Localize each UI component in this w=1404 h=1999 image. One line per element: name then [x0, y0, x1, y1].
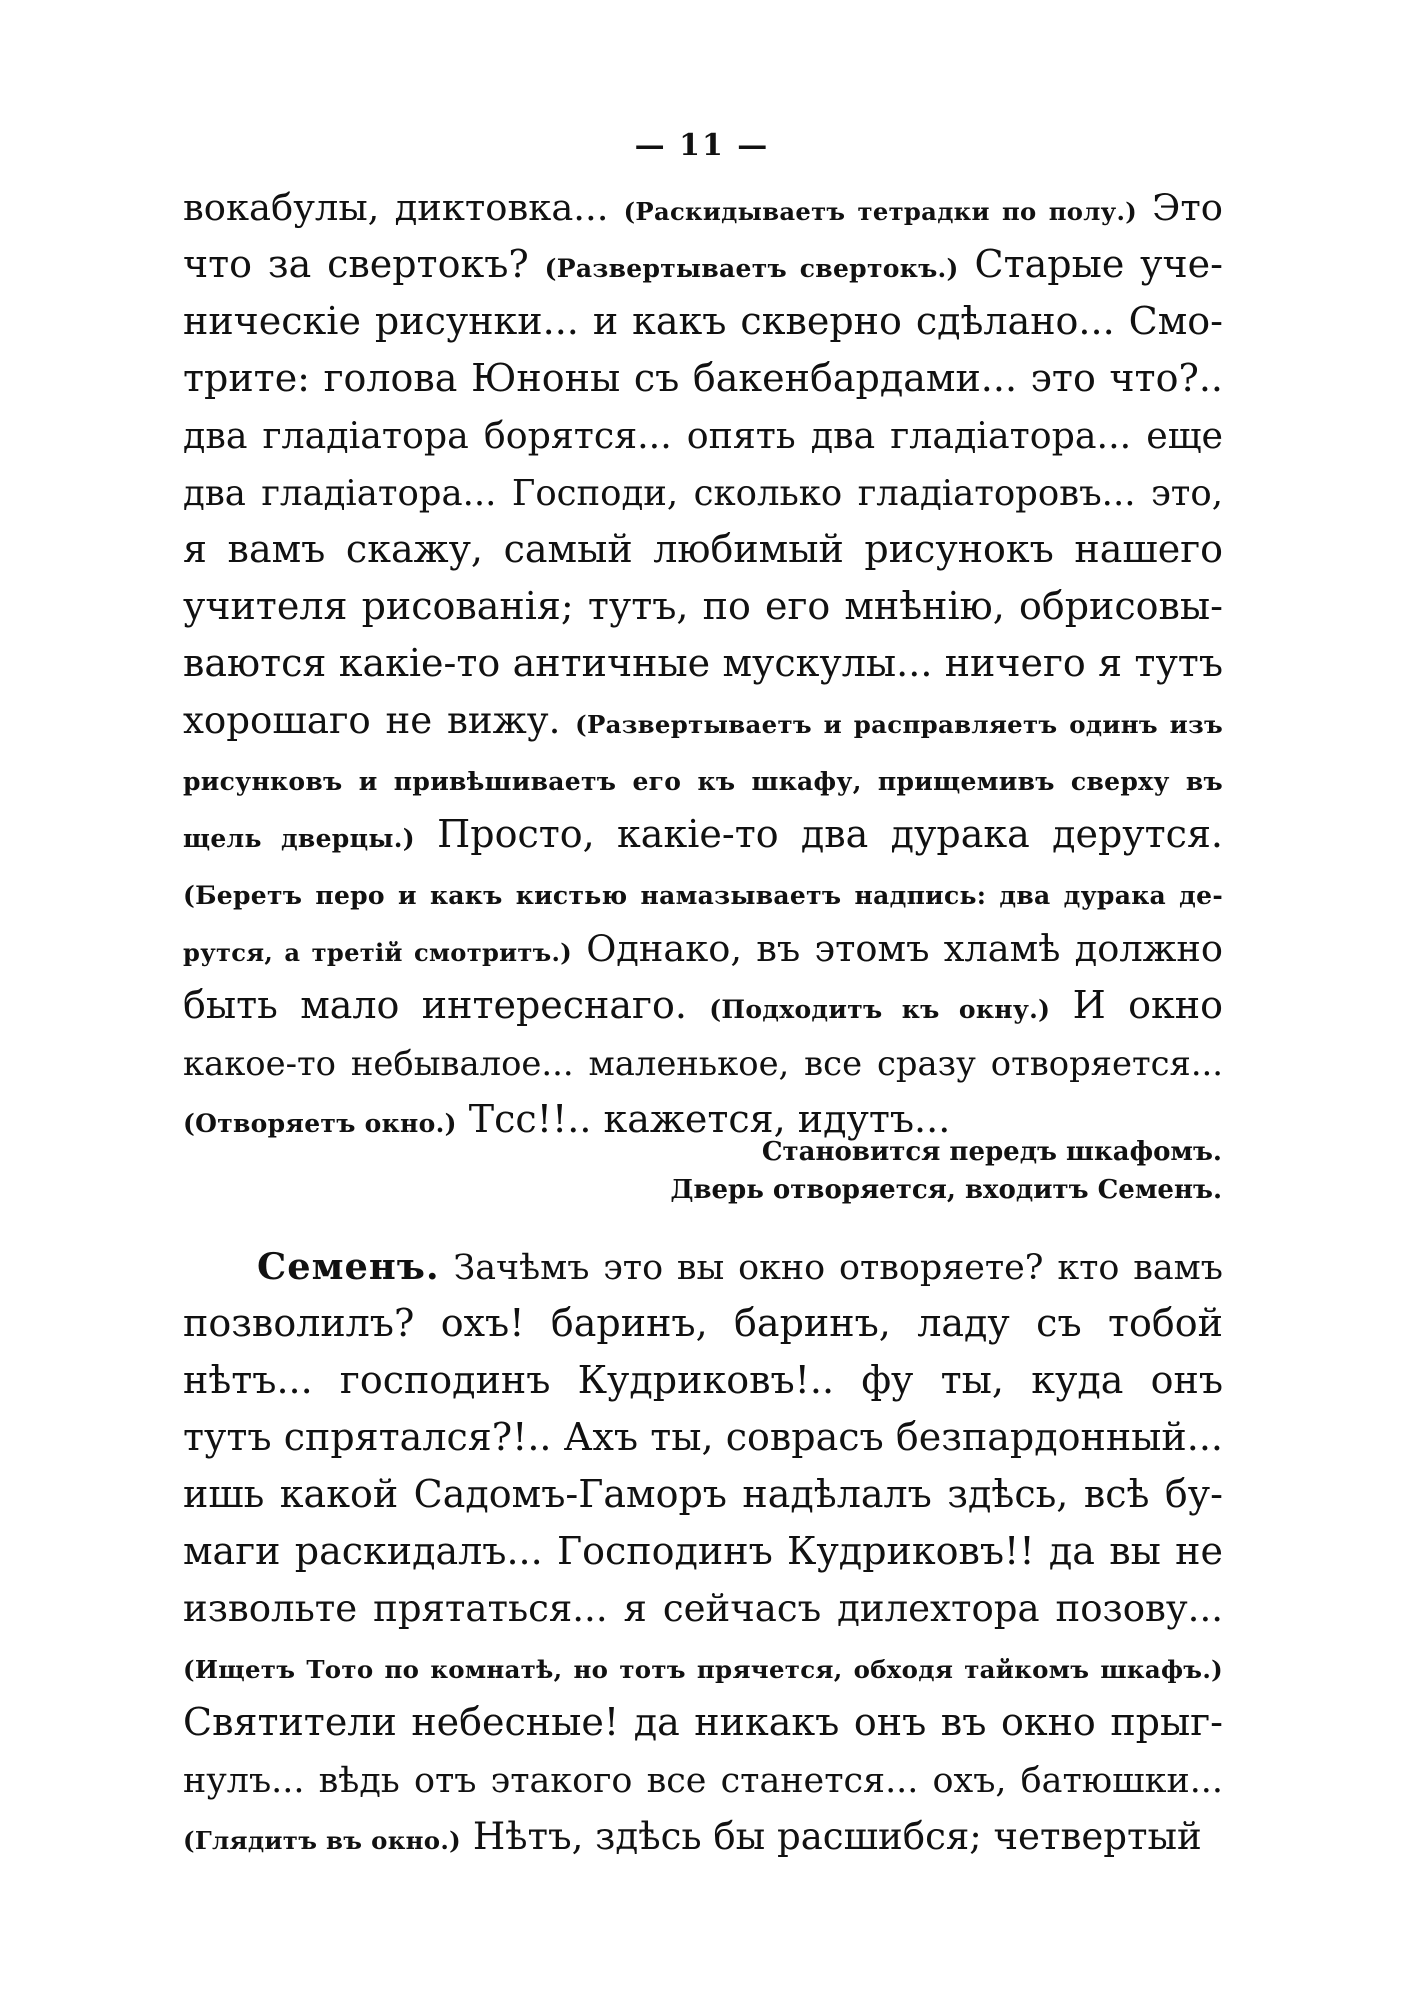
text-line: [183, 236, 1223, 293]
text-line: [183, 920, 1223, 977]
speech-text: что за свертокъ?: [183, 242, 545, 286]
text-line: [183, 977, 1223, 1034]
page-number: — 11 —: [634, 128, 770, 163]
speaker-name: Семенъ.: [257, 1245, 440, 1288]
speech-text: маги раскидалъ... Господинъ Кудриковъ!! да вы не: [183, 1529, 1223, 1573]
paragraph-monologue: [183, 179, 1223, 1148]
speech-text: я вамъ скажу, самый любимый рисунокъ нашего: [183, 527, 1223, 571]
text-line: [183, 1238, 1223, 1295]
speech-text: Это: [1136, 186, 1223, 229]
speech-text: нулъ... вѣдь отъ этакого все станется... охъ, батюшки...: [183, 1761, 1223, 1801]
speech-text: трите: голова Юноны съ бакенбардами... это что?..: [183, 356, 1223, 400]
stage-direction-block: [670, 1133, 1222, 1209]
paragraph-semen-speech: [183, 1238, 1223, 1865]
text-line: [183, 179, 1223, 236]
text-line: [183, 1352, 1223, 1409]
text-line: [183, 578, 1223, 635]
speech-text: Святители небесные! да никакъ онъ въ окно прыг-: [183, 1700, 1223, 1744]
text-line: [183, 1751, 1223, 1808]
stage-direction: рисунковъ и привѣшиваетъ его къ шкафу, прищемивъ сверху въ: [183, 767, 1223, 796]
speech-text: ническіе рисунки... и какъ скверно сдѣлано... Смо-: [183, 299, 1223, 343]
text-line: [183, 1637, 1223, 1694]
speech-text: позволилъ? охъ! баринъ, баринъ, ладу съ тобой: [183, 1301, 1223, 1345]
speech-text: ваются какіе-то античные мускулы... ничего я тутъ: [183, 641, 1223, 685]
speech-text: Зачѣмъ это вы окно отворяете? кто вамъ: [439, 1248, 1223, 1288]
speech-text: Однако, въ этомъ хламѣ должно: [571, 927, 1223, 970]
stage-direction: (Развертываетъ и расправляетъ одинъ изъ: [575, 710, 1223, 739]
speech-text: два гладіатора... Господи, сколько гладіаторовъ... это,: [183, 473, 1223, 514]
text-line: [183, 1580, 1223, 1637]
text-line: [183, 1466, 1223, 1523]
speech-text: нѣтъ... господинъ Кудриковъ!.. фу ты, куда онъ: [183, 1358, 1223, 1402]
speech-text: Нѣтъ, здѣсь бы расшибся; четвертый: [461, 1815, 1202, 1858]
stage-direction: (Ищетъ Тото по комнатѣ, но тотъ прячется, обходя тайкомъ шкафъ.): [183, 1655, 1223, 1684]
speech-text: учителя рисованія; тутъ, по его мнѣнію, обрисовы-: [183, 584, 1223, 628]
text-line: [183, 350, 1223, 407]
speech-text: Просто, какіе-то два дурака дерутся.: [414, 812, 1223, 856]
speech-text: тутъ спрятался?!.. Ахъ ты, соврасъ безпардонный...: [183, 1415, 1223, 1459]
text-line: [183, 521, 1223, 578]
speech-text: извольте прятаться... я сейчасъ дилехтора позову...: [183, 1587, 1223, 1630]
stage-direction: щель дверцы.): [183, 824, 415, 853]
text-line: [183, 293, 1223, 350]
speech-text: Старые уче-: [958, 242, 1223, 286]
text-line: [183, 1409, 1223, 1466]
text-line: [183, 635, 1223, 692]
text-line: [183, 1034, 1223, 1091]
text-line: [183, 749, 1223, 806]
stage-direction-line: Становится передъ шкафомъ.: [761, 1137, 1222, 1167]
speech-text: Тсс!!.. кажется, идутъ...: [456, 1097, 951, 1141]
text-line: [183, 1295, 1223, 1352]
text-line: [183, 1808, 1223, 1865]
text-line: [183, 863, 1223, 920]
text-line: [183, 407, 1223, 464]
stage-direction: (Раскидываетъ тетрадки по полу.): [623, 197, 1137, 226]
speech-text: какое-то небывалое... маленькое, все сразу отворяется...: [183, 1044, 1223, 1083]
stage-direction-line: Дверь отворяется, входитъ Семенъ.: [670, 1175, 1222, 1205]
speech-text: вокабулы, диктовка...: [183, 186, 624, 229]
stage-direction: (Отворяетъ окно.): [183, 1109, 457, 1138]
speech-text: два гладіатора борятся... опять два гладіатора... еще: [183, 414, 1223, 457]
text-line: [183, 1694, 1223, 1751]
text-line: [183, 692, 1223, 749]
stage-direction: (Подходитъ къ окну.): [709, 995, 1051, 1024]
text-line: [183, 464, 1223, 521]
speech-text: ишь какой Садомъ-Гаморъ надѣлалъ здѣсь, всѣ бу-: [183, 1472, 1223, 1516]
stage-direction: (Развертываетъ свертокъ.): [544, 254, 959, 283]
speech-text: И окно: [1050, 983, 1223, 1027]
speech-text: быть мало интереснаго.: [183, 983, 710, 1027]
text-line: [183, 1523, 1223, 1580]
stage-direction: (Беретъ перо и какъ кистью намазываетъ надпись: два дурака де-: [183, 881, 1223, 910]
stage-direction: (Глядитъ въ окно.): [183, 1826, 462, 1855]
text-line: [183, 806, 1223, 863]
stage-direction: рутся, а третій смотритъ.): [183, 938, 572, 967]
speech-text: хорошаго не вижу.: [183, 699, 576, 742]
